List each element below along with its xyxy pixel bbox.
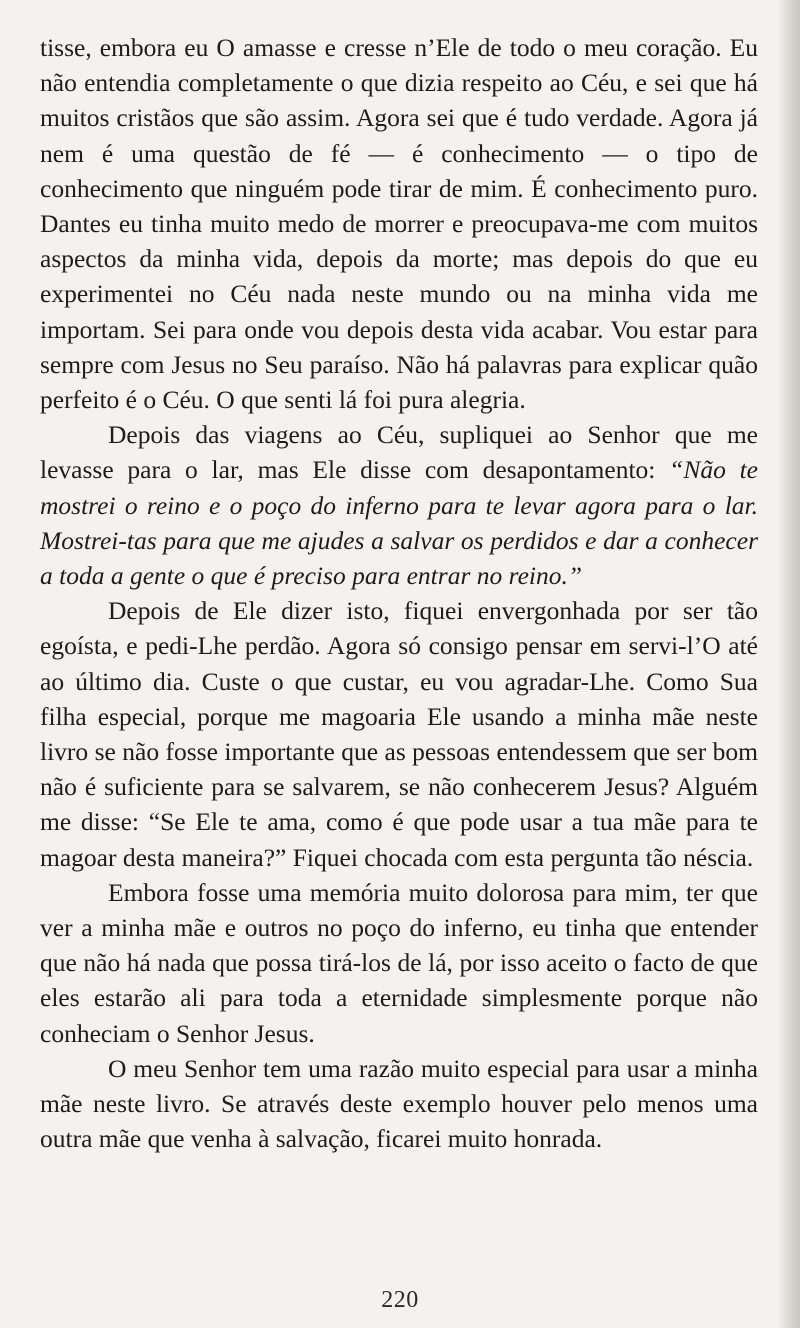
paragraph-4 [40,875,758,1051]
body-text [40,30,758,1157]
paragraph-4-text: Embora fosse uma memória muito dolorosa para mim, ter que ver a minha mãe e outros no poço do inferno, eu tinha que entender que não há nada que possa tirá-los de lá, por isso aceito o facto de que eles estarão ali para toda a eternidade simplesmente porque não conheciam o Senhor Jesus. [40,877,758,1048]
paragraph-3 [40,593,758,875]
paragraph-2-text: Depois das viagens ao Céu, supliquei ao Senhor que me levasse para o lar, mas Ele disse com desapontamento: [40,420,758,485]
paragraph-2-quote: “Não te mostrei o reino e o poço do inferno para te levar agora para o lar. Mostrei-tas para que me ajudes a salvar os perdidos e dar a conhecer a toda a gente o que é preciso para entrar no reino.” [40,455,758,591]
paragraph-5-text: O meu Senhor tem uma razão muito especial para usar a minha mãe neste livro. Se através deste exemplo houver pelo menos uma outra mãe que venha à salvação, ficarei muito honrada. [40,1053,758,1154]
paragraph-5 [40,1051,758,1157]
page-edge-shadow [778,0,800,1328]
paragraph-1-text: tisse, embora eu O amasse e cresse n’Ele de todo o meu coração. Eu não entendia completamente o que dizia respeito ao Céu, e sei que há muitos cristãos que são assim. Agora sei que é tudo verdade. Agora já nem é uma questão de fé — é conhecimento — o tipo de conhecimento que ninguém pode tirar de mim. É conhecimento puro. Dantes eu tinha muito medo de morrer e preocupava-me com muitos aspectos da minha vida, depois da morte; mas depois do que eu experimentei no Céu nada neste mundo ou na minha vida me importam. Sei para onde vou depois desta vida acabar. Vou estar para sempre com Jesus no Seu paraíso. Não há palavras para explicar quão perfeito é o Céu. O que senti lá foi pura alegria. [40,33,758,415]
paragraph-3-text: Depois de Ele dizer isto, fiquei envergonhada por ser tão egoísta, e pedi-Lhe perdão. Agora só consigo pensar em servi-l’O até ao último dia. Custe o que custar, eu vou agradar-Lhe. Como Sua filha especial, porque me magoaria Ele usando a minha mãe neste livro se não fosse importante que as pessoas entendessem que ser bom não é suficiente para se salvarem, se não conhecerem Jesus? Alguém me disse: “Se Ele te ama, como é que pode usar a tua mãe para te magoar desta maneira?” Fiquei chocada com esta pergunta tão néscia. [40,596,758,872]
paragraph-2 [40,417,758,593]
page-number: 220 [381,1287,419,1313]
paragraph-1 [40,30,758,417]
